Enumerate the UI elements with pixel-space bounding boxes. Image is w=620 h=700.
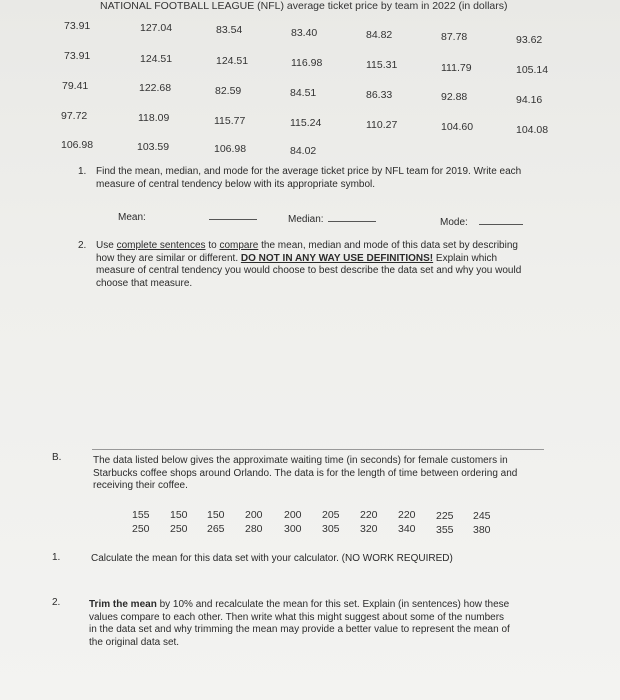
- table-cell: 94.16: [516, 94, 543, 106]
- wait-time-value: 200: [284, 509, 302, 521]
- question-number: 2.: [78, 240, 87, 251]
- table-cell: 104.08: [516, 124, 549, 136]
- wait-time-value: 265: [207, 523, 225, 535]
- question-text: [96, 166, 566, 191]
- table-cell: 115.77: [214, 115, 246, 127]
- question-line: Use complete sentences to compare the mean, median and mode of this data set by describing: [96, 240, 518, 251]
- table-cell: 84.02: [290, 145, 317, 157]
- mean-label: Mean:: [118, 212, 146, 223]
- table-cell: 84.82: [366, 29, 393, 41]
- table-cell: 83.40: [291, 27, 318, 39]
- table-cell: 86.33: [366, 89, 393, 101]
- table-cell: 106.98: [214, 143, 247, 155]
- wait-time-value: 205: [322, 509, 340, 521]
- section-divider: [92, 449, 544, 450]
- wait-time-value: 300: [284, 523, 302, 535]
- table-cell: 84.51: [290, 87, 317, 99]
- wait-time-value: 245: [473, 510, 491, 522]
- question-text: Calculate the mean for this data set with your calculator. (NO WORK REQUIRED): [91, 553, 453, 564]
- mean-answer: [118, 209, 257, 225]
- table-cell: 122.68: [139, 82, 172, 94]
- question-line: values compare to each other. Then write what this might suggest about some of the numbers: [89, 611, 505, 623]
- table-cell: 92.88: [441, 91, 468, 103]
- mean-blank[interactable]: [209, 209, 257, 220]
- section-line: The data listed below gives the approximate waiting time (in seconds) for female customers in: [93, 455, 508, 466]
- wait-time-value: 280: [245, 523, 263, 535]
- mode-blank[interactable]: [479, 214, 523, 225]
- table-cell: 116.98: [291, 57, 323, 69]
- question-line: Find the mean, median, and mode for the average ticket price by NFL team for 2019. Write each: [96, 166, 522, 177]
- wait-time-value: 250: [170, 523, 188, 535]
- mode-answer: [440, 214, 523, 230]
- table-cell: 124.51: [216, 55, 249, 67]
- table-cell: 83.54: [216, 24, 243, 36]
- table-cell: 105.14: [516, 64, 549, 76]
- question-text: [96, 240, 566, 290]
- question-number: 2.: [52, 597, 61, 608]
- wait-time-value: 150: [207, 509, 225, 521]
- wait-time-value: 340: [398, 523, 416, 535]
- question-line: the original data set.: [89, 636, 180, 648]
- table-cell: 73.91: [64, 50, 91, 62]
- wait-time-value: 305: [322, 523, 340, 535]
- table-cell: 124.51: [140, 53, 173, 65]
- wait-time-value: 220: [360, 509, 378, 521]
- wait-time-value: 380: [473, 524, 491, 536]
- wait-time-value: 220: [398, 509, 416, 521]
- wait-time-value: 355: [436, 524, 454, 536]
- median-blank[interactable]: [328, 211, 376, 222]
- median-answer: [288, 211, 376, 227]
- table-cell: 82.59: [215, 85, 242, 97]
- table-title: NATIONAL FOOTBALL LEAGUE (NFL) average ticket price by team in 2022 (in dollars): [100, 0, 508, 12]
- table-cell: 73.91: [64, 20, 91, 32]
- question-line: Trim the mean by 10% and recalculate the mean for this set. Explain (in sentences) how these: [89, 599, 510, 610]
- table-cell: 87.78: [441, 31, 468, 43]
- table-cell: 79.41: [62, 80, 89, 92]
- question-line: choose that measure.: [96, 277, 193, 289]
- table-cell: 106.98: [61, 139, 94, 151]
- section-line: Starbucks coffee shops around Orlando. The data is for the length of time between ordering and: [93, 467, 518, 479]
- table-cell: 103.59: [137, 141, 170, 153]
- question-line: in the data set and why trimming the mean may provide a better value to represent the mean of: [89, 624, 510, 635]
- wait-time-value: 320: [360, 523, 378, 535]
- table-cell: 93.62: [516, 34, 543, 46]
- question-text: [89, 599, 559, 649]
- wait-time-value: 225: [436, 510, 454, 522]
- question-line: how they are similar or different. DO NOT IN ANY WAY USE DEFINITIONS! Explain which: [96, 252, 498, 264]
- table-cell: 111.79: [441, 62, 472, 74]
- wait-time-value: 155: [132, 509, 150, 521]
- section-b-text: [93, 455, 563, 493]
- table-cell: 115.24: [290, 117, 322, 129]
- question-number: 1.: [52, 552, 61, 563]
- mode-label: Mode:: [440, 217, 468, 228]
- wait-time-value: 150: [170, 509, 188, 521]
- table-cell: 127.04: [140, 22, 173, 34]
- section-line: receiving their coffee.: [93, 480, 188, 491]
- table-cell: 118.09: [138, 112, 170, 124]
- wait-time-value: 250: [132, 523, 150, 535]
- section-label: B.: [52, 452, 62, 463]
- question-line: measure of central tendency you would choose to best describe the data set and why you would: [96, 265, 522, 276]
- question-line: measure of central tendency below with its appropriate symbol.: [96, 178, 376, 190]
- wait-time-value: 200: [245, 509, 263, 521]
- question-number: 1.: [78, 166, 87, 177]
- table-cell: 110.27: [366, 119, 398, 131]
- table-cell: 115.31: [366, 59, 398, 71]
- table-cell: 97.72: [61, 110, 88, 122]
- table-cell: 104.60: [441, 121, 474, 133]
- median-label: Median:: [288, 214, 324, 225]
